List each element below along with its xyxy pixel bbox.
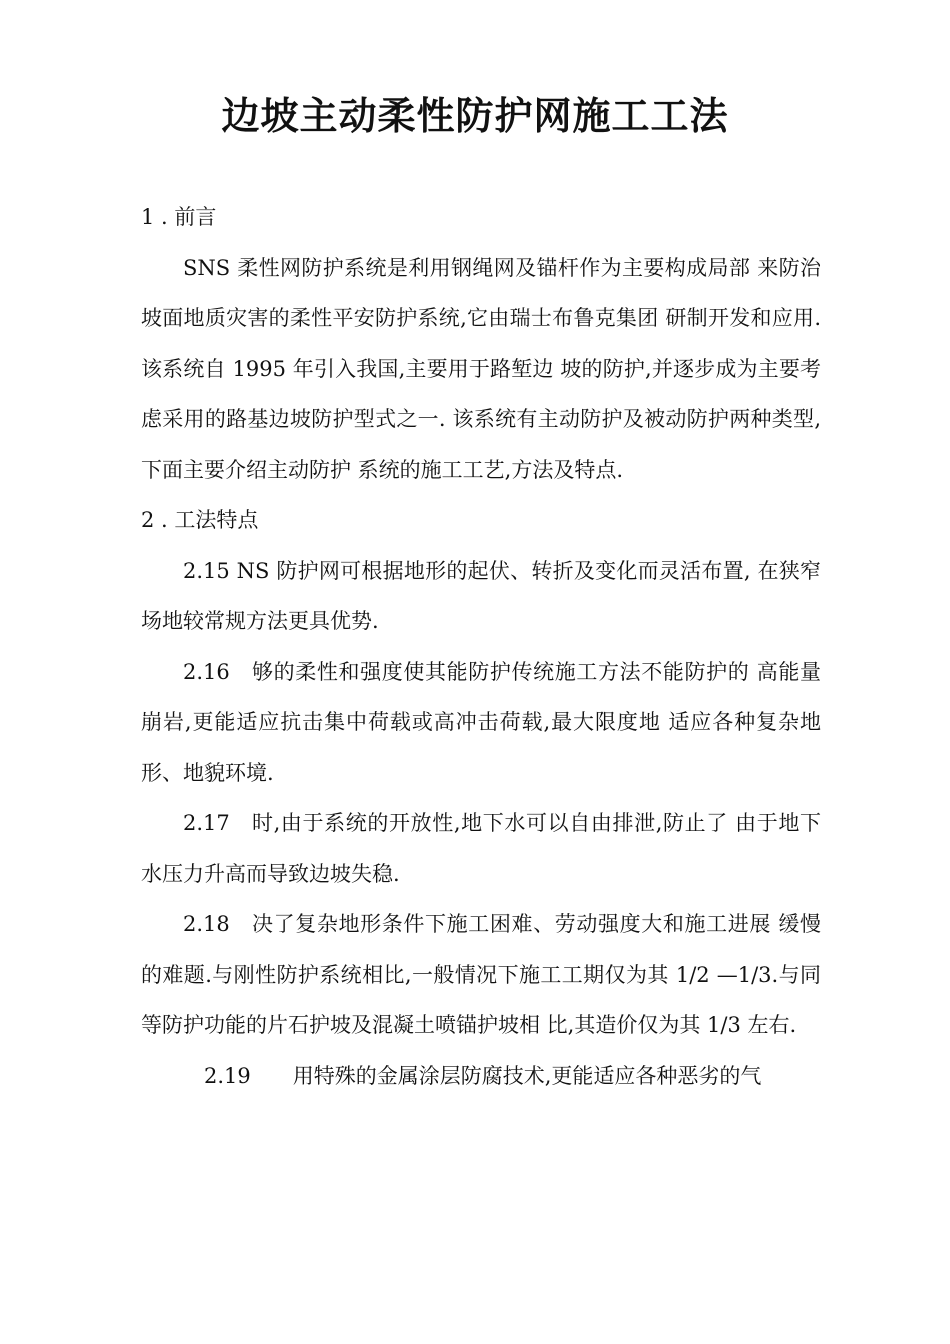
page-title: 边坡主动柔性防护网施工工法 [221, 94, 729, 138]
document-body [141, 192, 821, 1101]
feature-paragraph-2-17: 2.17 时,由于系统的开放性,地下水可以自由排泄,防止了 由于地下水压力升高而导致边坡失稳. [141, 811, 821, 886]
preface-paragraph: SNS 柔性网防护系统是利用钢绳网及锚杆作为主要构成局部 来防治坡面地质灾害的柔性平安防护系统,它由瑞士布鲁克集团 研制开发和应用.该系统自 1995 年引入我国,主要用于路堑边 坡的防护,并逐步成为主要考虑采用的路基边坡防护型式之一. 该系统有主动防护及被动防护两种类型,下面主要介绍主动防护 系统的施工工艺,方法及特点. [141, 255, 821, 482]
feature-paragraph-2-15: 2.15 NS 防护网可根据地形的起伏、转折及变化而灵活布置, 在狭窄场地较常规方法更具优势. [141, 558, 821, 633]
feature-paragraph-2-19: 2.19 用特殊的金属涂层防腐技术,更能适应各种恶劣的气 [204, 1063, 762, 1088]
feature-paragraph-2-16: 2.16 够的柔性和强度使其能防护传统施工方法不能防护的 高能量崩岩,更能适应抗击集中荷载或高冲击荷载,最大限度地 适应各种复杂地形、地貌环境. [141, 659, 821, 785]
section-heading-features: 2 . 工法特点 [141, 508, 259, 532]
section-heading-preface: 1 . 前言 [141, 205, 217, 229]
feature-paragraph-2-18: 2.18 决了复杂地形条件下施工困难、劳动强度大和施工进展 缓慢的难题.与刚性防护系统相比,一般情况下施工工期仅为其 1/2 —1/3.与同等防护功能的片石护坡及混凝土喷锚护坡相 比,其造价仅为其 1/3 左右. [141, 912, 821, 1037]
